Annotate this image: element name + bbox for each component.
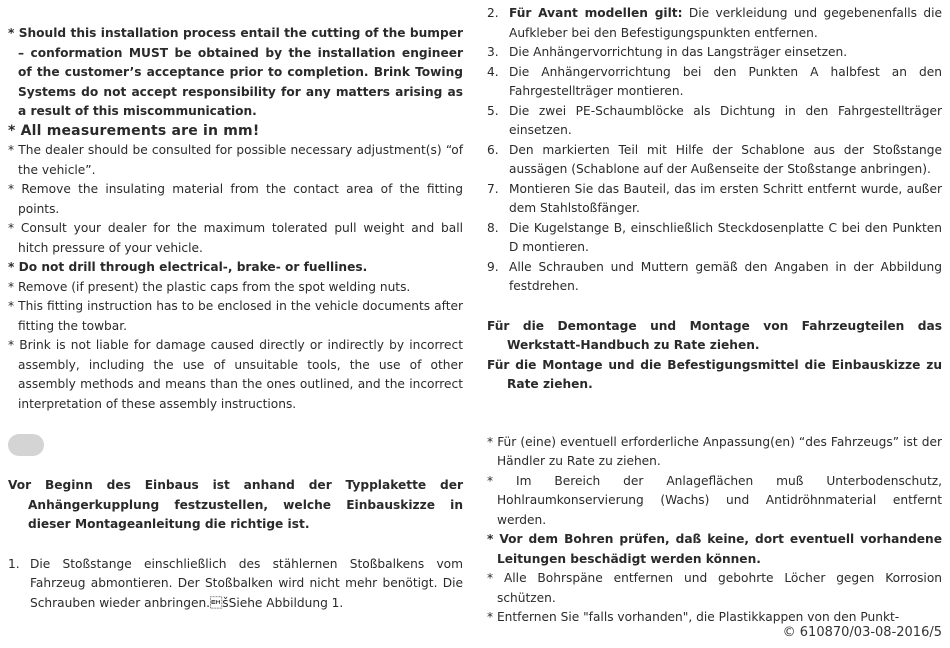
plastic-caps-note-de: * Entfernen Sie "falls vorhanden", die Plastikkappen von den Punkt-	[487, 610, 900, 624]
plastic-caps-note: * Remove (if present) the plastic caps from the spot welding nuts.	[8, 279, 411, 294]
dealer-adjustment-note: * The dealer should be consulted for possible necessary adjustment(s) “of the vehicle”.	[8, 143, 463, 177]
step-1	[8, 555, 463, 614]
dealer-adjustment-note-de: * Für (eine) eventuell erforderliche Anpassung(en) “des Fahrzeugs” ist der Händler zu Rate zu ziehen.	[487, 434, 942, 468]
step-text: Die zwei PE-Schaumblöcke als Dichtung in den Fahrgestellträger einsetzen.	[509, 103, 942, 137]
vehicle-documents-note: * This fitting instruction has to be enclosed in the vehicle documents after fitting the towbar.	[8, 299, 463, 333]
step-number: 2.	[487, 6, 499, 20]
step-6	[487, 141, 942, 180]
step-9	[487, 258, 942, 297]
step-number: 9.	[487, 259, 499, 274]
insulating-material-note: * Remove the insulating material from the contact area of the fitting points.	[8, 182, 463, 216]
step-text: Den markierten Teil mit Hilfe der Schablone aus der Stoßstange aussägen (Schablone auf der Außenseite der Stoßstange anbringen).	[509, 142, 942, 176]
step-text: Montieren Sie das Bauteil, das im ersten Schritt entfernt wurde, außer dem Stahlstoßfänger.	[509, 181, 942, 215]
step-number: 3.	[487, 45, 499, 59]
step-4	[487, 63, 942, 102]
left-column	[8, 4, 463, 613]
step-number: 1.	[8, 556, 20, 571]
assembly-sketch-note: Für die Montage und die Befestigungsmittel die Einbauskizze zu Rate ziehen.	[487, 357, 942, 391]
step-text: Die Kugelstange B, einschließlich Steckdosenplatte C bei den Punkten D montieren.	[509, 220, 942, 254]
step-number: 6.	[487, 142, 499, 157]
no-drill-warning: * Do not drill through electrical-, brake- or fuellines.	[8, 260, 368, 274]
step-5	[487, 102, 942, 141]
measurements-note: * All measurements are in mm!	[8, 122, 260, 139]
right-column	[487, 4, 942, 628]
step-number: 5.	[487, 103, 499, 118]
pull-weight-note: * Consult your dealer for the maximum tolerated pull weight and ball hitch pressure of your vehicle.	[8, 221, 463, 255]
step-text: Die Anhängervorrichtung in das Langsträger einsetzen.	[509, 45, 848, 59]
step-text: Die Anhängervorrichtung bei den Punkten A halbfest an den Fahrgestellträger montieren.	[509, 64, 942, 98]
step-text: Alle Schrauben und Muttern gemäß den Angaben in der Abbildung festdrehen.	[509, 259, 942, 293]
step-text: Die verkleidung und gegebenenfalls die Aufkleber bei den Befestigungspunkten entfernen.	[509, 6, 942, 40]
german-steps-continued	[487, 4, 942, 297]
workshop-manual-note: Für die Demontage und Montage von Fahrzeugteilen das Werkstatt-Handbuch zu Rate ziehen.	[487, 318, 942, 352]
step-text: Die Stoßstange einschließlich des stählernen Stoßbalkens vom Fahrzeug abmontieren. Der Stoßbalken wird nicht mehr benötigt. Die Schrauben wieder anbringen.šSiehe Abbildung 1.	[30, 556, 463, 610]
german-steps-start	[8, 555, 463, 614]
step-bold-lead: Für Avant modellen gilt:	[509, 6, 683, 20]
step-2	[487, 4, 942, 43]
step-8	[487, 219, 942, 258]
bumper-cutting-note: * Should this installation process entail the cutting of the bumper – conformation MUST be obtained by the installation engineer of the customer’s acceptance prior to completion. Brink Towing Systems do not accept responsibility for any matters arising as a result of this miscommunication.	[8, 26, 463, 118]
document-footer: © 610870/03-08-2016/5	[782, 625, 942, 640]
step-number: 7.	[487, 181, 499, 196]
underbody-protection-note: * Im Bereich der Anlageflächen muß Unterbodenschutz, Hohlraumkonservierung (Wachs) und Antidröhnmaterial entfernt werden.	[487, 473, 942, 527]
drilling-warning-de: * Vor dem Bohren prüfen, daß keine, dort eventuell vorhandene Leitungen beschädigt werden können.	[487, 532, 942, 566]
liability-note: * Brink is not liable for damage caused directly or indirectly by incorrect assembly, including the use of unsuitable tools, the use of other assembly methods and means than the ones outlined, and the incorrect interpretation of these assembly instructions.	[8, 338, 463, 411]
section-marker-pill	[8, 434, 44, 456]
drill-chips-note: * Alle Bohrspäne entfernen und gebohrte Löcher gegen Korrosion schützen.	[487, 571, 942, 605]
step-3	[487, 43, 942, 63]
step-number: 4.	[487, 64, 499, 79]
german-intro: Vor Beginn des Einbaus ist anhand der Typplakette der Anhängerkupplung festzustellen, welche Einbauskizze in dieser Montageanleitung die richtige ist.	[8, 478, 463, 531]
step-number: 8.	[487, 220, 499, 235]
step-7	[487, 180, 942, 219]
